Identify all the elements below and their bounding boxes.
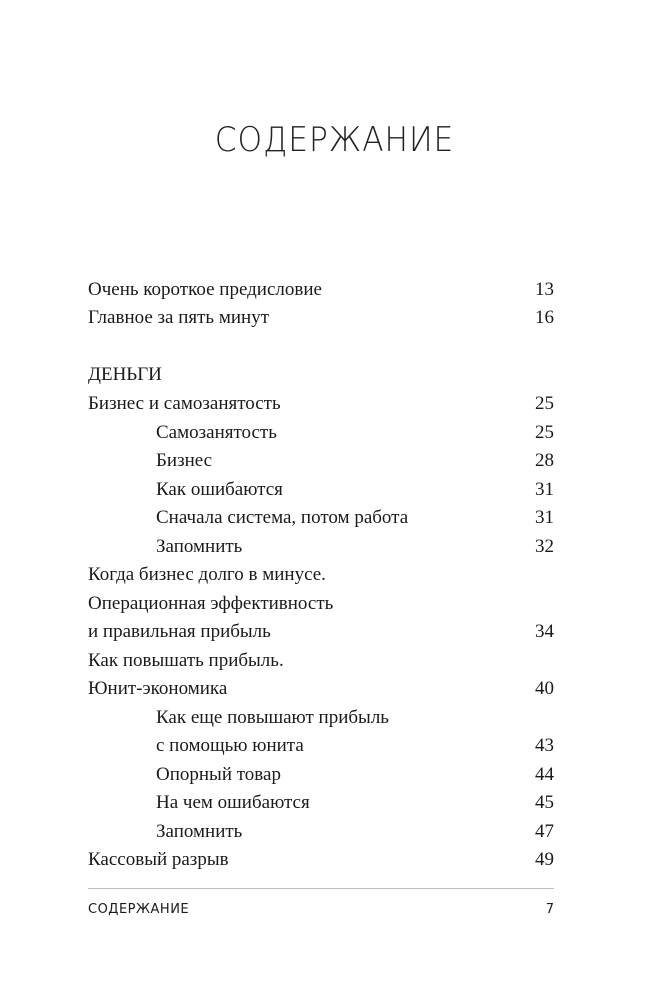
toc-entry-title: и правильная прибыль [88, 621, 271, 642]
toc-subentry [88, 419, 554, 447]
toc-subentry [88, 533, 554, 561]
toc-section-title: ДЕНЬГИ [88, 364, 162, 385]
running-footer-title: СОДЕРЖАНИЕ [88, 902, 190, 917]
toc-entry-page: 45 [535, 792, 554, 813]
toc-entry-title: Когда бизнес долго в минусе. [88, 564, 326, 585]
toc-subentry [88, 789, 554, 817]
page-title: СОДЕРЖАНИЕ [214, 120, 455, 160]
toc-entry-page: 28 [535, 450, 554, 471]
toc-entry-page: 25 [535, 393, 554, 414]
toc-entry [88, 390, 554, 418]
toc-entry-title: Как еще повышают прибыль [156, 707, 389, 728]
toc-entry [88, 276, 554, 304]
toc-entry-title: Сначала система, потом работа [156, 507, 409, 528]
toc-subentry [88, 504, 554, 532]
toc-entry-page: 25 [535, 422, 554, 443]
toc-entry [88, 618, 554, 646]
toc-entry-page: 16 [535, 307, 554, 328]
toc-entry-title: Главное за пять минут [88, 307, 270, 328]
toc-entry-title: Опорный товар [156, 764, 281, 785]
toc-entry-title: На чем ошибаются [156, 792, 310, 813]
toc-entry-title: Как ошибаются [156, 479, 283, 500]
toc-entry-title: Очень короткое предисловие [88, 279, 322, 300]
toc-section-heading [88, 361, 554, 389]
toc-entry-page: 31 [535, 507, 554, 528]
toc-entry-title: Операционная эффективность [88, 593, 334, 614]
toc-entry-title: Юнит-экономика [88, 678, 228, 699]
toc-entry-page: 40 [535, 678, 554, 699]
toc-subentry [88, 704, 554, 732]
toc-entry-title: Самозанятость [156, 422, 277, 443]
toc-entry [88, 846, 554, 874]
toc-entry-page: 47 [535, 821, 554, 842]
toc-entry-page: 43 [535, 735, 554, 756]
toc-subentry [88, 732, 554, 760]
footer-divider [88, 888, 554, 889]
toc-subentry [88, 818, 554, 846]
toc-entry-page: 44 [535, 764, 554, 785]
toc-entry [88, 304, 554, 332]
toc-entry-page: 32 [535, 536, 554, 557]
toc-entry [88, 647, 554, 675]
toc-entry-page: 13 [535, 279, 554, 300]
toc-entry [88, 675, 554, 703]
toc-entry-title: Запомнить [156, 821, 243, 842]
toc-subentry [88, 447, 554, 475]
toc-entry-page: 49 [535, 849, 554, 870]
toc-entry-title: Кассовый разрыв [88, 849, 229, 870]
toc-entry [88, 561, 554, 589]
toc-entry-title: с помощью юнита [156, 735, 304, 756]
page-number: 7 [545, 902, 554, 917]
toc-subentry [88, 476, 554, 504]
toc-entry-title: Бизнес и самозанятость [88, 393, 281, 414]
toc-entry-page: 31 [535, 479, 554, 500]
toc-subentry [88, 761, 554, 789]
toc-entry-title: Бизнес [156, 450, 213, 471]
toc-entry-page: 34 [535, 621, 554, 642]
toc-entry [88, 590, 554, 618]
toc-entry-title: Запомнить [156, 536, 243, 557]
toc-entry-title: Как повышать прибыль. [88, 650, 284, 671]
